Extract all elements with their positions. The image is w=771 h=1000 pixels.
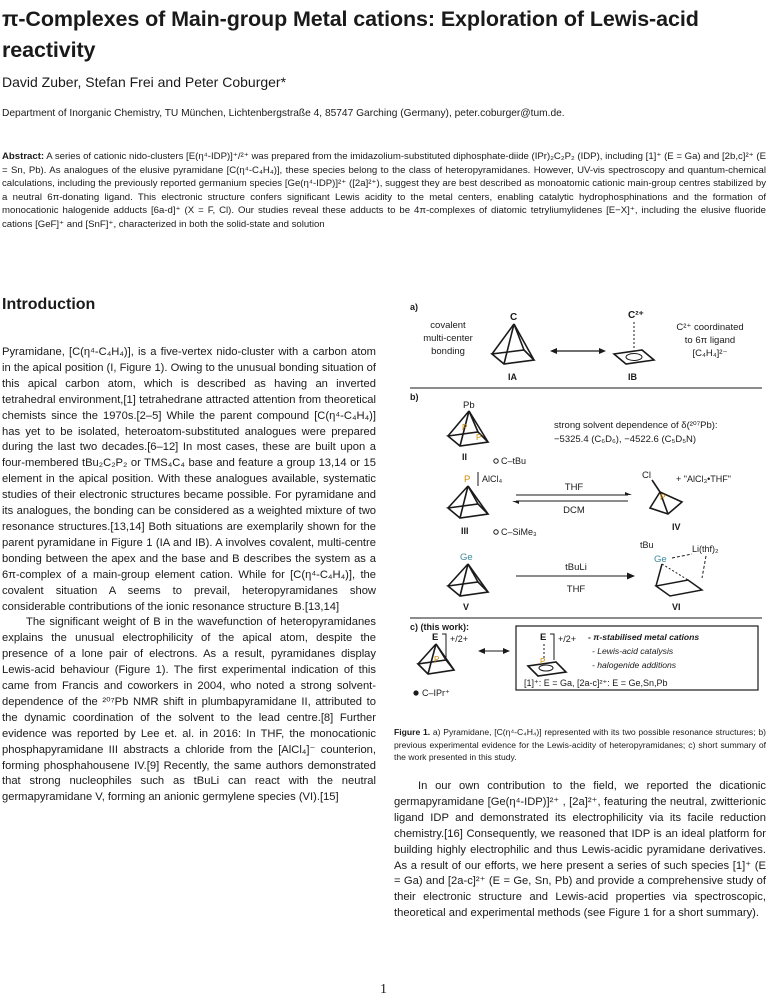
e-atom-2: E xyxy=(540,632,547,643)
label-v: V xyxy=(463,602,470,612)
paragraph-1: Pyramidane, [C(η⁴-C₄H₄)], is a five-vertex nido-cluster with a carbon atom in the apical position (I, Figure 1). Owing to the unusual bonding situation of this apical carbon atom, which is described as having an inverted tetrahedral environment,[1] tetrahedrane attracted attention from theoretical chemists since the 1970s.[2–5] While the parent compound [C(η⁴-C₄H₄)] has yet to be isolated, heteroatom-substituted analogues were prepared during the last two decades.[6–12] In most cases, these are built upon a four-membered tBu₂C₂P₂ or TMS₄C₄ base and feature a group 13,14 or 15 element in the apical position. With these analogues available, systematic studies of their electronic structures became possible. For pyramidane and its analogues, the bonding can be considered as a weighted mixture of two resonance structures.[13,14] Both situations are exemplarily shown for the parent pyramidane in Figure 1 (IA and IB). A involves covalent, multi-centre bonding between the apex and the base and B describes the system as a 6π-complex of a main-group element cation. While for [C(η⁴-C₄H₄)], the covalent situation A seems to prevail, heteropyramidanes show considerable contributions of the ionic resonance structure B.[13,14] xyxy=(2,346,376,613)
paragraph-2: The significant weight of B in the wavefunction of heteropyramidanes explains the unusual electrophilicity of the apical atom, despite the presence of a lone pair of electrons. As a result, pyramidanes display Lewis-acid behaviour (Figure 1). The first experimental indication of this came from Francis and coworkers in 2004, who noted a strong solvent-dependence of the ²⁰⁷Pb NMR shift in plumbapyramidane II, attributed to the dynamic coordination of the solvent to the lead centre.[8] Further evidence was reported by Lee et. al. in 2016: In THF, the monocationic phosphapyramidane III abstracts a chloride from the [AlCl₄]⁻ counterion, forming phosphahousene IV.[9] Recently, the same authors demonstrated that strong nucleophiles such as tBuLi can react with the neutral germapyramidane V, forming an anionic germylene species (VI).[15] xyxy=(2,616,376,804)
right-column xyxy=(394,779,766,922)
bullet-2: - Lewis-acid catalysis xyxy=(592,646,674,656)
coord-line-1: C²⁺ coordinated xyxy=(676,322,744,333)
introduction-heading: Introduction xyxy=(2,296,96,313)
pyramid-ia xyxy=(492,324,534,364)
thf-solvent: THF xyxy=(566,584,586,595)
page-number: 1 xyxy=(380,982,387,997)
solvent-line-1: strong solvent dependence of δ(²⁰⁷Pb): xyxy=(554,420,718,431)
paper-title: π-Complexes of Main-group Metal cations: Exploration of Lewis-acid reactivity xyxy=(2,7,699,62)
charge-2: +/2+ xyxy=(558,634,577,644)
covalent-label-3: bonding xyxy=(431,346,465,357)
panel-c-label: c) (this work): xyxy=(410,622,470,632)
bullet-1: - π-stabilised metal cations xyxy=(588,632,700,642)
paragraph-3: In our own contribution to the field, we reported the dicationic germapyramidane [Ge(η⁴-IDP)]²⁺ , [2a]²⁺, featuring the neutral, zwitterionic ligand IDP and demonstrated its electrophilicity via its facile reduction chemistry.[16] Consequently, we reasoned that IDP is an ideal platform for building highly electrophilic and thus Lewis-acidic pyramidane derivatives. As a result of our efforts, we here present a series of such species [1]⁺ (E = Ga) and [2a-c]²⁺ (E = Ge, Sn, Pb) and provide a comprehensive study of their electronic structure and Lewis-acid properties via spectroscopic, theoretical and experimental methods (see Figure 1 for a short summary). xyxy=(394,780,766,920)
ring-ib xyxy=(614,350,654,364)
csime3-legend: C–SiMe₃ xyxy=(501,527,537,537)
dcm-condition: DCM xyxy=(563,505,585,516)
thf-condition: THF xyxy=(564,482,584,493)
author-list: David Zuber, Stefan Frei and Peter Coburger* xyxy=(2,74,287,90)
cipr-legend: C–IPr⁺ xyxy=(422,688,450,698)
left-column xyxy=(2,345,376,806)
c-atom: C xyxy=(510,312,518,323)
housene-iv xyxy=(650,480,682,514)
pb-atom: Pb xyxy=(463,400,475,411)
label-iv: IV xyxy=(672,522,681,532)
p-c2: P xyxy=(540,657,546,666)
figure-caption xyxy=(394,726,766,764)
c2-atom: C²⁺ xyxy=(628,310,644,321)
abstract-text: A series of cationic nido-clusters [E(η⁴-IDP)]⁺/²⁺ was prepared from the imidazolium-substituted diphosphate-diide (IPr)₂C₂P₂ (IDP), including [1]⁺ (E = Ga) and [2b,c]²⁺ (E = Sn, Pb). As analogues of the elusive pyramidane [C(η⁴-C₄H₄)], these species belong to the class of heteropyramidanes. However, UV-vis spectroscopy and quantum-chemical calculations, including the previously reported germanium species [Ge(η⁴-IDP)]²⁺ ([2a]²⁺), suggest they are best described as monoatomic cationic main-group centres stabilized by a neutral 6π-donating ligand. This electronic structure confers significant Lewis acidity to the metal centers, enabling catalytic hydrophosphinations and the formation of monocationic halogenide adducts [6a-d]⁺ (X = F, Cl). Our studies reveal these adducts to be 4π-complexes of diatomic tetryliumylidenes [E−X]⁺, including the elusive fluoride cations [GeF]⁺ and [SnF]⁺, characterized in both the solid-state and solution xyxy=(2,151,766,230)
resonance-arrow xyxy=(550,348,606,354)
figure-1 xyxy=(406,296,766,716)
abstract xyxy=(2,150,766,232)
ge-atom: Ge xyxy=(460,552,473,563)
coord-line-2: to 6π ligand xyxy=(684,335,736,346)
pyramid-c2 xyxy=(528,644,566,676)
coord-line-3: [C₄H₄]²⁻ xyxy=(692,348,728,359)
li-label: Li(thf)₂ xyxy=(692,544,719,554)
abstract-label: Abstract: xyxy=(2,151,45,162)
p-c1: P xyxy=(434,655,440,664)
pyramid-ii xyxy=(448,411,488,446)
label-ia: IA xyxy=(508,372,517,382)
ctbu-legend: C–tBu xyxy=(501,456,527,466)
reaction-arrow xyxy=(516,573,635,580)
p-apex-iii: P xyxy=(464,474,471,485)
alcl3-label: + "AlCl₃•THF" xyxy=(676,474,731,484)
pyramid-v xyxy=(448,564,488,596)
p-iv: P xyxy=(660,493,666,502)
covalent-label-1: covalent xyxy=(430,320,466,331)
affiliation: Department of Inorganic Chemistry, TU München, Lichtenbergstraße 4, 85747 Garching (Germany), peter.coburger@tum.de. xyxy=(2,108,565,119)
equilibrium-arrows xyxy=(512,492,632,504)
label-vi: VI xyxy=(672,602,681,612)
solvent-line-2: −5325.4 (C₆D₆), −4522.6 (C₅D₅N) xyxy=(554,434,697,445)
label-ib: IB xyxy=(628,372,637,382)
caption-label: Figure 1. xyxy=(394,727,431,737)
pyramid-iii xyxy=(448,486,488,518)
p-ii-2: P xyxy=(476,433,482,442)
tbu-label: tBu xyxy=(640,540,654,550)
alcl4-label: AlCl₄ xyxy=(482,474,503,484)
tbuli-reagent: tBuLi xyxy=(565,562,587,573)
cl-atom: Cl xyxy=(642,470,651,481)
label-ii: II xyxy=(462,452,468,462)
resonance-arrow-c xyxy=(478,648,510,654)
ge-minus-atom: Ge xyxy=(654,554,667,565)
p-ii-1: P xyxy=(462,423,468,432)
label-iii: III xyxy=(461,526,469,536)
charge-1: +/2+ xyxy=(450,634,469,644)
summary-line: [1]⁺: E = Ga, [2a-c]²⁺: E = Ge,Sn,Pb xyxy=(524,678,668,688)
e-atom-1: E xyxy=(432,632,439,643)
panel-b-label: b) xyxy=(410,392,419,402)
bullet-3: - halogenide additions xyxy=(592,660,677,670)
covalent-label-2: multi-center xyxy=(423,333,473,344)
caption-text: a) Pyramidane, [C(η⁴-C₄H₄)] represented with its two possible resonance structures; b) previous experimental evidence for the Lewis-acidity of heteropyramidanes; c) short summary of the work presented in this study. xyxy=(394,727,766,763)
panel-a-label: a) xyxy=(410,302,419,312)
